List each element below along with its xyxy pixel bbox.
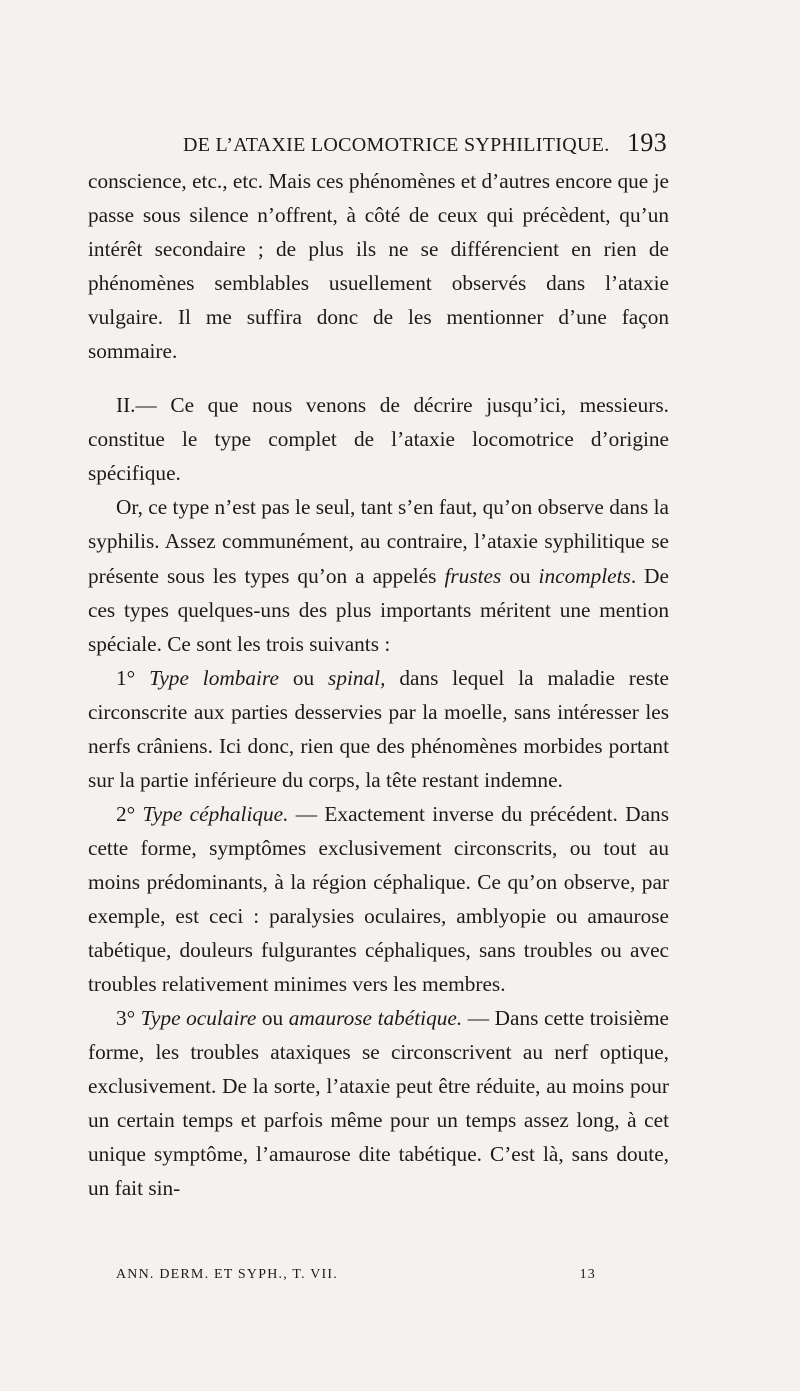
page-footer bbox=[116, 1267, 596, 1291]
paragraph-type-cephalique bbox=[88, 797, 669, 1001]
paragraph-2 bbox=[88, 388, 669, 490]
italic-type-oculaire: Type oculaire bbox=[140, 1006, 257, 1031]
signature-mark: 13 bbox=[579, 1267, 596, 1282]
paragraph-1-text: conscience, etc., etc. Mais ces phénomènes et d’autres encore que je passe sous silence n’offrent, à côté de ceux qui précèdent, qu’un intérêt secondaire ; de plus ils ne se différencient en rien de phénomènes semblables usuellement observés dans l’ataxie vulgaire. Il me suffira donc de les mentionner d’une façon sommaire. bbox=[88, 169, 669, 364]
italic-type-lombaire: Type lombaire bbox=[149, 665, 279, 690]
item-number-1: 1° bbox=[116, 665, 150, 690]
paragraph-1 bbox=[88, 164, 669, 368]
paragraph-6-text-b: — Dans cette troisième forme, les troubles ataxiques se circonscrivent au nerf optique, exclusivement. De la sorte, l’ataxie peut être réduite, au moins pour un certain temps et parfois même pour un temps assez long, à cet unique symptôme, l’amaurose dite tabétique. C’est là, sans doute, un fait sin- bbox=[88, 1006, 669, 1201]
footer-source: ANN. DERM. ET SYPH., T. VII. bbox=[116, 1267, 338, 1282]
paragraph-4-text-a: ou bbox=[278, 665, 329, 690]
italic-incomplets: incomplets bbox=[538, 563, 631, 588]
paragraph-3 bbox=[88, 490, 669, 660]
running-title: DE L’ATAXIE LOCOMOTRICE SYPHILITIQUE. bbox=[183, 134, 610, 156]
paragraph-3-text-a: Or, ce type n’est pas le seul, tant s’en faut, qu’on observe dans la syphilis. Assez communément, au contraire, l’ataxie syphilitique se présente sous les types qu’on a appelés bbox=[88, 495, 669, 588]
italic-frustes: frustes bbox=[444, 563, 502, 588]
paragraph-3-text-b: ou bbox=[501, 563, 539, 588]
body-text bbox=[88, 164, 669, 1205]
paragraph-type-lombaire bbox=[88, 661, 669, 797]
item-number-3: 3° bbox=[116, 1006, 141, 1031]
running-header bbox=[183, 126, 669, 166]
paragraph-6-text-a: ou bbox=[256, 1006, 289, 1031]
italic-spinal: spinal, bbox=[328, 665, 386, 690]
paragraph-3-text-c: . De ces types quelques-uns des plus importants méritent une mention spéciale. Ce sont les trois suivants : bbox=[88, 563, 669, 656]
paragraph-2-text: II.— Ce que nous venons de décrire jusqu’ici, messieurs. constitue le type complet de l’ataxie locomotrice d’origine spécifique. bbox=[88, 393, 669, 486]
paragraph-5-text: — Exactement inverse du précédent. Dans cette forme, symptômes exclusivement circonscrits, ou tout au moins prédominants, à la région céphalique. Ce qu’on observe, par exemple, est ceci : paralysies oculaires, amblyopie ou amaurose tabétique, douleurs fulgurantes céphaliques, sans troubles ou avec troubles relativement minimes vers les membres. bbox=[88, 801, 669, 997]
italic-amaurose-tabetique: amaurose tabétique. bbox=[288, 1006, 463, 1031]
italic-type-cephalique: Type céphalique. bbox=[142, 801, 289, 826]
paragraph-4-text-b: dans lequel la maladie reste circonscrite aux parties desservies par la moelle, sans intéresser les nerfs crâniens. Ici donc, rien que des phénomènes morbides portant sur la partie inférieure du corps, la tête restant indemne. bbox=[88, 665, 669, 792]
page-number: 193 bbox=[627, 128, 667, 157]
paragraph-type-oculaire bbox=[88, 1001, 669, 1205]
item-number-2: 2° bbox=[116, 801, 143, 826]
